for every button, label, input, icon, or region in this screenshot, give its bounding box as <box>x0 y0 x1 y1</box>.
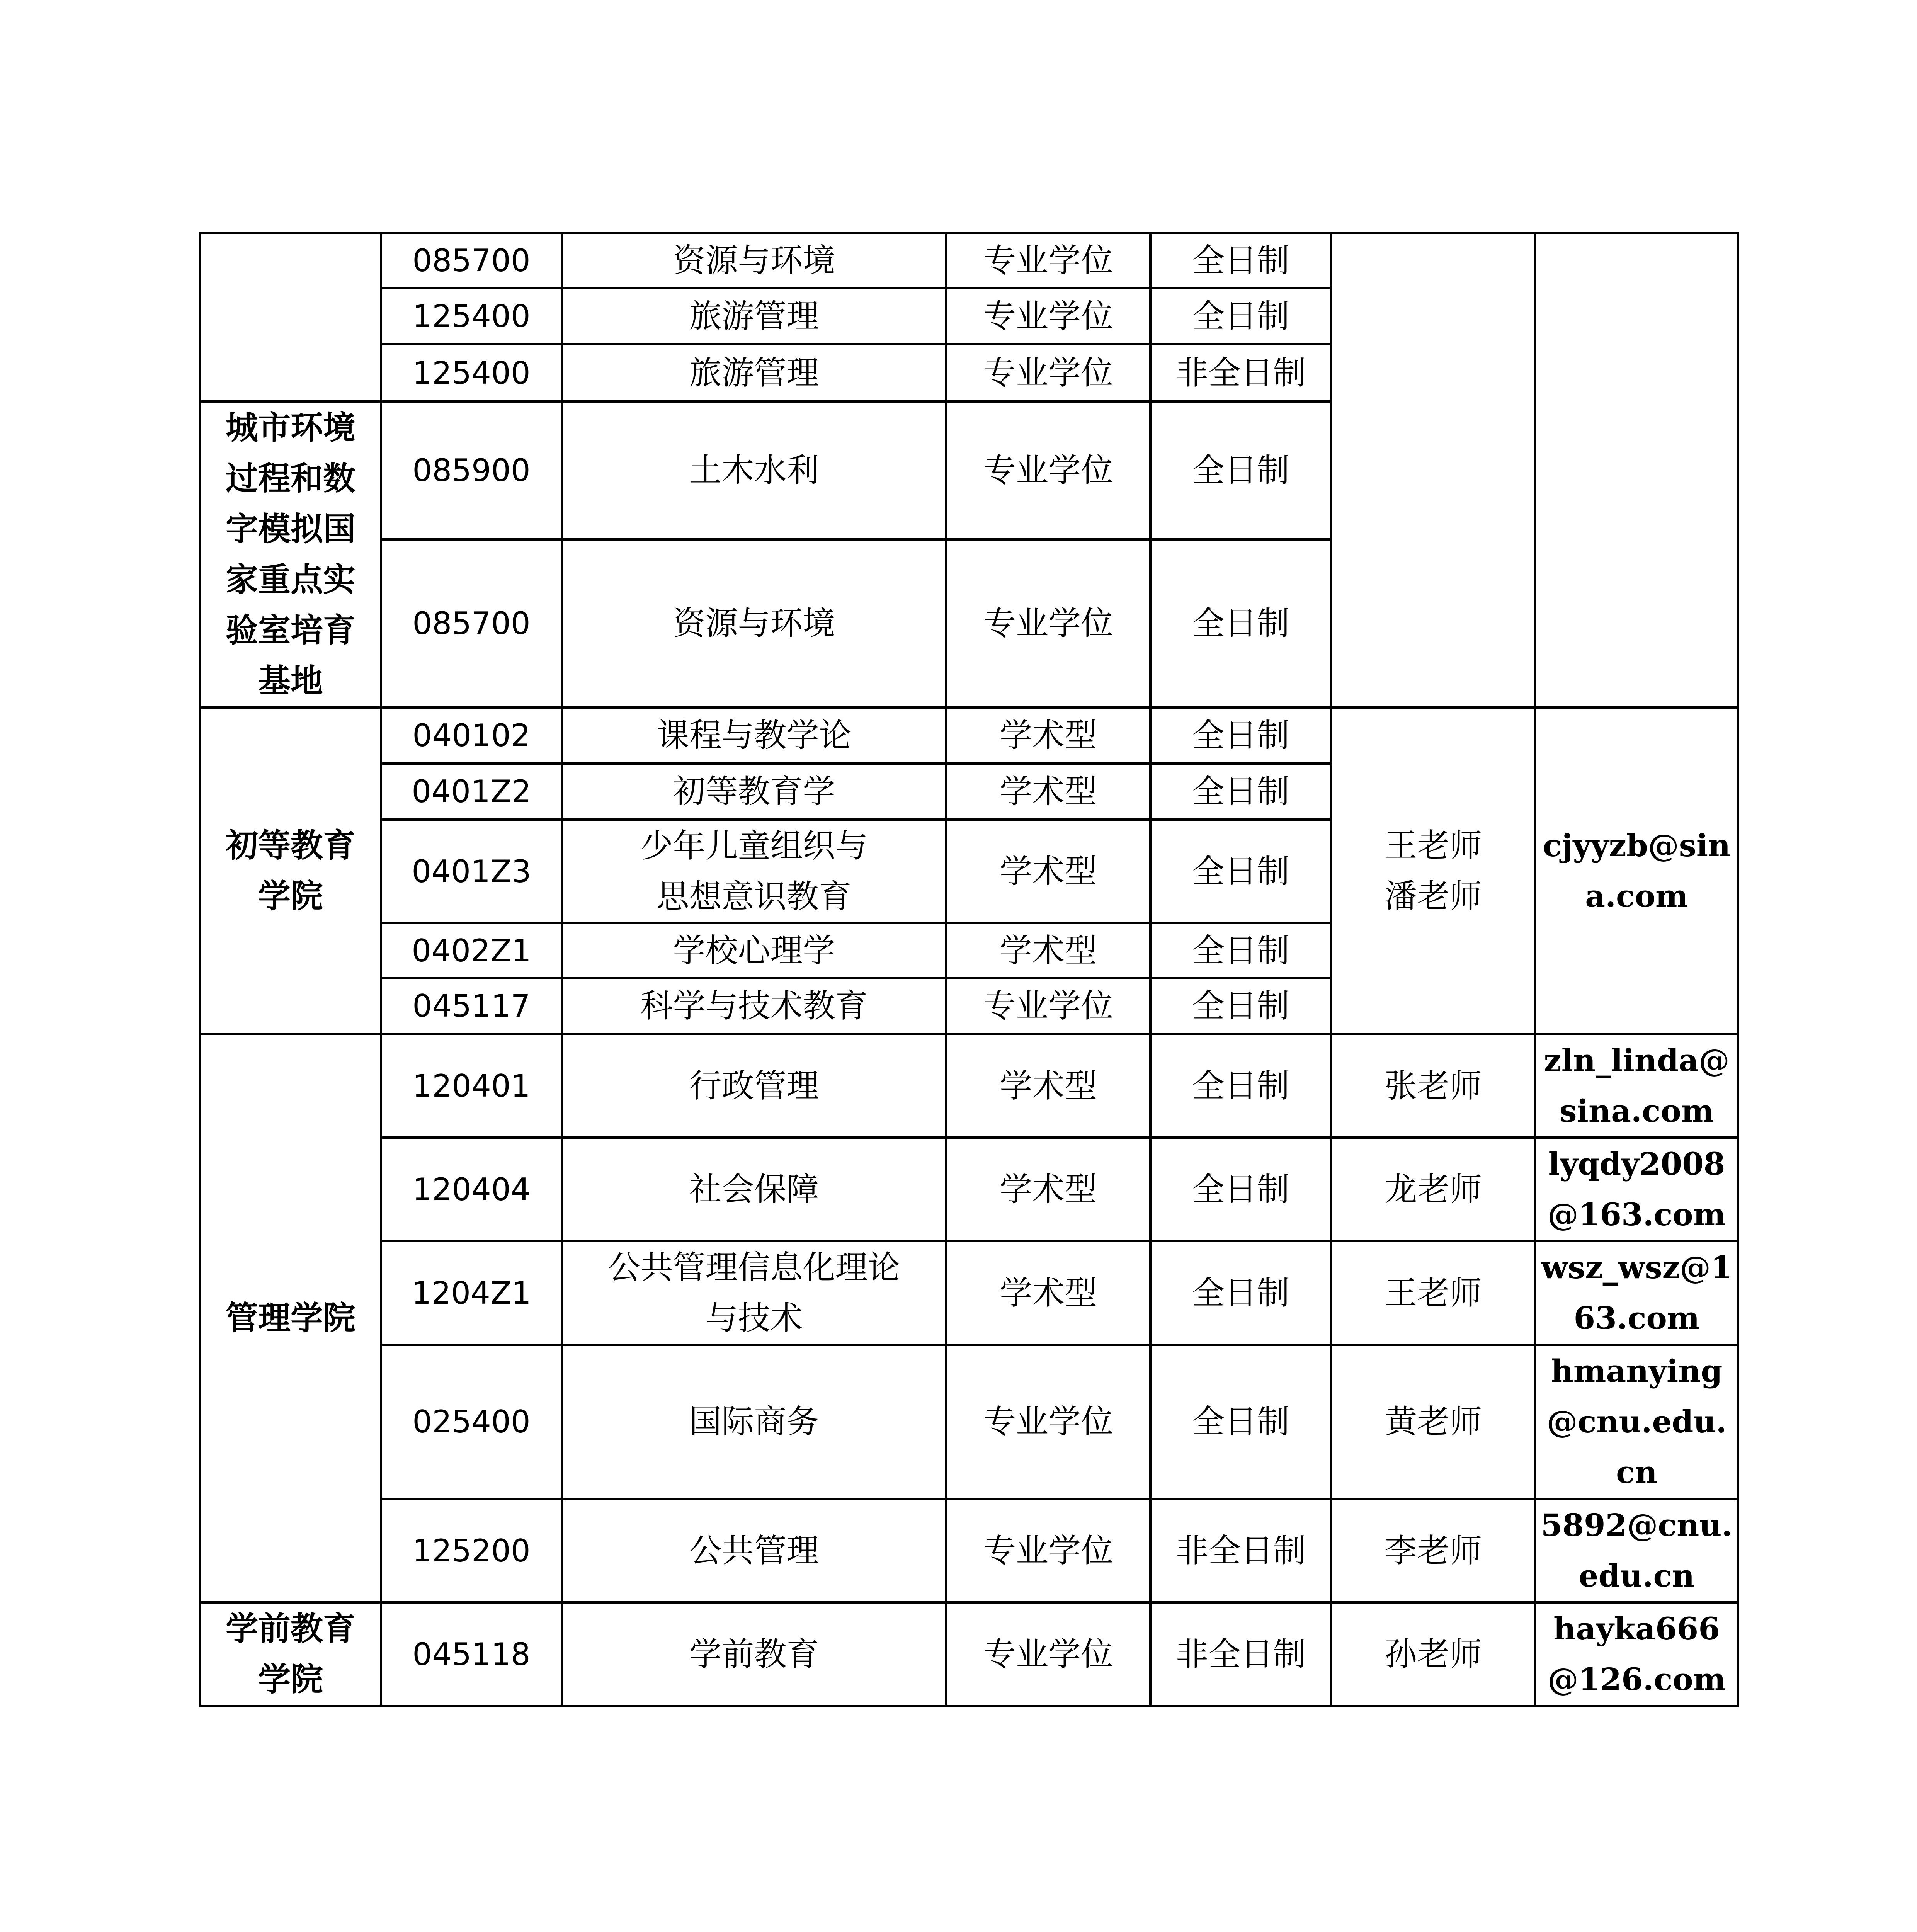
study-mode-cell: 全日制 <box>1150 764 1331 820</box>
contact-cell: 黄老师 <box>1331 1345 1535 1499</box>
study-mode-cell: 非全日制 <box>1150 344 1331 401</box>
table-row <box>200 707 1738 764</box>
degree-type-cell: 学术型 <box>946 1138 1150 1241</box>
degree-type-cell: 学术型 <box>946 764 1150 820</box>
major-name-cell: 旅游管理 <box>562 344 946 401</box>
department-cell: 城市环境 过程和数 字模拟国 家重点实 验室培育 基地 <box>200 401 381 707</box>
contact-cell: 张老师 <box>1331 1034 1535 1138</box>
program-code-cell: 045118 <box>381 1602 562 1706</box>
major-name-cell: 土木水利 <box>562 401 946 539</box>
program-code-cell: 125400 <box>381 288 562 344</box>
table-row <box>200 1499 1738 1602</box>
program-code-cell: 0401Z2 <box>381 764 562 820</box>
email-cell: 5892@cnu.edu.cn <box>1535 1499 1738 1602</box>
program-code-cell: 1204Z1 <box>381 1241 562 1345</box>
degree-type-cell: 专业学位 <box>946 288 1150 344</box>
major-name-cell: 科学与技术教育 <box>562 978 946 1034</box>
department-cell: 初等教育 学院 <box>200 707 381 1034</box>
department-cell: 管理学院 <box>200 1034 381 1602</box>
program-code-cell: 085700 <box>381 233 562 288</box>
major-name-cell: 学前教育 <box>562 1602 946 1706</box>
table-row <box>200 1602 1738 1706</box>
major-name-cell: 国际商务 <box>562 1345 946 1499</box>
table-row <box>200 233 1738 288</box>
program-code-cell: 120401 <box>381 1034 562 1138</box>
contact-cell: 龙老师 <box>1331 1138 1535 1241</box>
study-mode-cell: 全日制 <box>1150 1034 1331 1138</box>
program-code-cell: 045117 <box>381 978 562 1034</box>
study-mode-cell: 非全日制 <box>1150 1499 1331 1602</box>
program-code-cell: 025400 <box>381 1345 562 1499</box>
email-cell: zln_linda@sina.com <box>1535 1034 1738 1138</box>
degree-type-cell: 学术型 <box>946 820 1150 923</box>
program-code-cell: 125400 <box>381 344 562 401</box>
department-cell: 学前教育 学院 <box>200 1602 381 1706</box>
email-cell: hayka666@126.com <box>1535 1602 1738 1706</box>
table-row <box>200 1138 1738 1241</box>
contact-cell: 李老师 <box>1331 1499 1535 1602</box>
major-name-cell: 公共管理信息化理论 与技术 <box>562 1241 946 1345</box>
degree-type-cell: 学术型 <box>946 1241 1150 1345</box>
program-code-cell: 040102 <box>381 707 562 764</box>
degree-type-cell: 专业学位 <box>946 344 1150 401</box>
program-table <box>199 232 1739 1707</box>
major-name-cell: 初等教育学 <box>562 764 946 820</box>
major-name-cell: 资源与环境 <box>562 233 946 288</box>
degree-type-cell: 专业学位 <box>946 233 1150 288</box>
email-cell <box>1535 233 1738 707</box>
program-code-cell: 085900 <box>381 401 562 539</box>
major-name-cell: 少年儿童组织与 思想意识教育 <box>562 820 946 923</box>
program-code-cell: 085700 <box>381 539 562 707</box>
study-mode-cell: 全日制 <box>1150 820 1331 923</box>
contact-cell: 孙老师 <box>1331 1602 1535 1706</box>
degree-type-cell: 专业学位 <box>946 1499 1150 1602</box>
degree-type-cell: 专业学位 <box>946 539 1150 707</box>
department-cell <box>200 233 381 401</box>
degree-type-cell: 学术型 <box>946 1034 1150 1138</box>
table-row <box>200 1345 1738 1499</box>
major-name-cell: 旅游管理 <box>562 288 946 344</box>
study-mode-cell: 全日制 <box>1150 539 1331 707</box>
degree-type-cell: 学术型 <box>946 707 1150 764</box>
email-cell: hmanying@cnu.edu.cn <box>1535 1345 1738 1499</box>
study-mode-cell: 全日制 <box>1150 707 1331 764</box>
email-cell: lyqdy2008@163.com <box>1535 1138 1738 1241</box>
major-name-cell: 行政管理 <box>562 1034 946 1138</box>
study-mode-cell: 全日制 <box>1150 288 1331 344</box>
study-mode-cell: 全日制 <box>1150 1345 1331 1499</box>
email-cell: wsz_wsz@163.com <box>1535 1241 1738 1345</box>
email-cell: cjyyzb@sina.com <box>1535 707 1738 1034</box>
degree-type-cell: 专业学位 <box>946 978 1150 1034</box>
degree-type-cell: 专业学位 <box>946 1345 1150 1499</box>
program-code-cell: 0402Z1 <box>381 923 562 978</box>
program-code-cell: 125200 <box>381 1499 562 1602</box>
degree-type-cell: 专业学位 <box>946 401 1150 539</box>
study-mode-cell: 全日制 <box>1150 233 1331 288</box>
study-mode-cell: 全日制 <box>1150 923 1331 978</box>
program-code-cell: 0401Z3 <box>381 820 562 923</box>
study-mode-cell: 非全日制 <box>1150 1602 1331 1706</box>
major-name-cell: 学校心理学 <box>562 923 946 978</box>
major-name-cell: 公共管理 <box>562 1499 946 1602</box>
program-code-cell: 120404 <box>381 1138 562 1241</box>
table-row <box>200 1034 1738 1138</box>
degree-type-cell: 专业学位 <box>946 1602 1150 1706</box>
study-mode-cell: 全日制 <box>1150 1241 1331 1345</box>
contact-cell: 王老师 潘老师 <box>1331 707 1535 1034</box>
study-mode-cell: 全日制 <box>1150 1138 1331 1241</box>
contact-cell: 王老师 <box>1331 1241 1535 1345</box>
major-name-cell: 资源与环境 <box>562 539 946 707</box>
table-row <box>200 1241 1738 1345</box>
study-mode-cell: 全日制 <box>1150 978 1331 1034</box>
major-name-cell: 课程与教学论 <box>562 707 946 764</box>
contact-cell <box>1331 233 1535 707</box>
major-name-cell: 社会保障 <box>562 1138 946 1241</box>
study-mode-cell: 全日制 <box>1150 401 1331 539</box>
degree-type-cell: 学术型 <box>946 923 1150 978</box>
